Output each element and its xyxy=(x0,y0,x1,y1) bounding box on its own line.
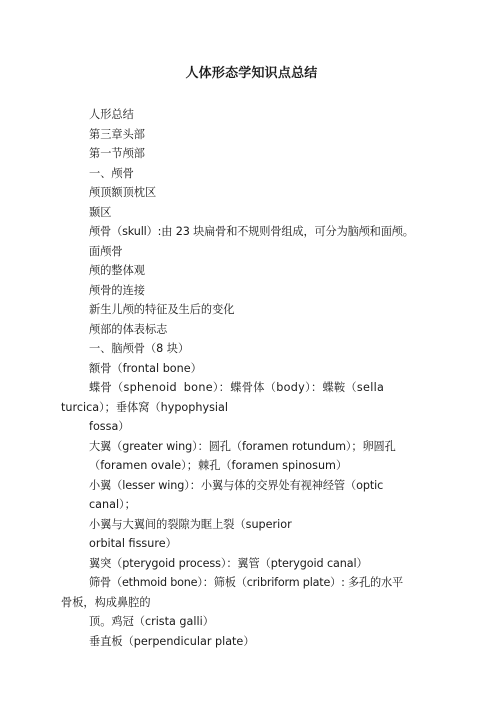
text-line: 骨板，构成鼻腔的 xyxy=(61,595,151,609)
text-line: 颅骨（skull）:由 23 块扁骨和不规则骨组成，可分为脑颅和面颅。 xyxy=(89,225,414,238)
text-line: 颅顶额顶枕区 xyxy=(89,186,157,199)
text-line: 面颅骨 xyxy=(89,244,123,258)
text-line: 垂直板（perpendicular plate） xyxy=(89,634,255,648)
text-line: 一、脑颅骨（8 块） xyxy=(89,342,190,355)
text-line: 新生儿颅的特征及生后的变化 xyxy=(89,303,235,316)
text-line: 人形总结 xyxy=(89,108,134,121)
text-line: 颅部的体表标志 xyxy=(89,322,168,336)
text-line: orbital fissure） xyxy=(89,537,177,550)
text-line: canal）； xyxy=(89,498,136,511)
text-line: 颅的整体观 xyxy=(89,264,145,277)
text-line: turcica）；垂体窝（hypophysial xyxy=(61,400,228,414)
text-line: 小翼与大翼间的裂隙为眶上裂（superior xyxy=(89,517,292,531)
text-line: 额骨（frontal bone） xyxy=(89,361,202,375)
text-line: 大翼（greater wing）：圆孔（foramen rotundum）；卵圆孔 xyxy=(89,439,396,453)
text-line: 第一节颅部 xyxy=(89,147,145,160)
text-line: 颅骨的连接 xyxy=(89,283,145,297)
text-line: 小翼（lesser wing）：小翼与体的交界处有视神经管（optic xyxy=(89,478,384,492)
text-line: （foramen ovale）；棘孔（foramen spinosum） xyxy=(89,459,348,472)
text-line: 翼突（pterygoid process）：翼管（pterygoid canal） xyxy=(89,556,368,570)
page-title: 人体形态学知识点总结 xyxy=(185,66,318,81)
text-body xyxy=(61,105,424,651)
text-line: 筛骨（ethmoid bone）：筛板（cribriform plate）: 多孔的水平 xyxy=(89,576,403,589)
text-line: 颞区 xyxy=(89,205,112,219)
text-line: 一、颅骨 xyxy=(89,166,134,180)
text-line: fossa） xyxy=(89,420,130,433)
text-line: 顶。鸡冠（crista galli） xyxy=(89,615,214,628)
text-line: 第三章头部 xyxy=(89,127,145,141)
text-line: 蝶骨（sphenoid bone）：蝶骨体（body）：蝶鞍（sella xyxy=(89,381,385,394)
